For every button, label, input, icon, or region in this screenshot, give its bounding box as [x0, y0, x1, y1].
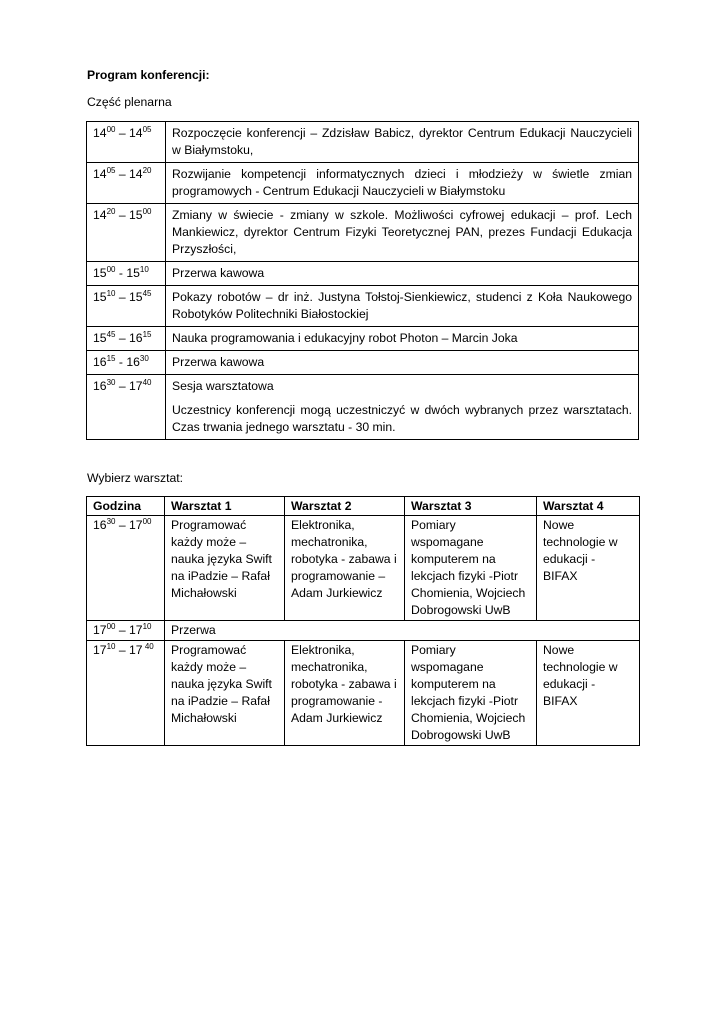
- time-cell: $15^{10} - 15^{45}$: [87, 286, 166, 327]
- description-cell: Rozpoczęcie konferencji – Zdzisław Babicz, dyrektor Centrum Edukacji Nauczycieli w Białymstoku,: [166, 122, 639, 163]
- workshop-cell: Programować każdy może – nauka języka Swift na iPadzie – Rafał Michałowski: [165, 641, 285, 746]
- workshop-table: [86, 496, 640, 746]
- time-cell: $15^{45} - 16^{15}$: [87, 327, 166, 351]
- program-row: [87, 163, 639, 204]
- program-row: [87, 286, 639, 327]
- time-cell: $14^{00} - 14^{05}$: [87, 122, 166, 163]
- workshop-row: [87, 641, 640, 746]
- description-cell: [166, 375, 639, 440]
- time-cell: $16^{15} - 16^{30}$: [87, 351, 166, 375]
- time-cell: $16^{30} - 17^{40}$: [87, 375, 166, 440]
- program-row: [87, 122, 639, 163]
- program-row: [87, 327, 639, 351]
- workshop-cell: Pomiary wspomagane komputerem na lekcjach fizyki -Piotr Chomienia, Wojciech Dobrogowski UwB: [405, 641, 537, 746]
- session-title: Sesja warsztatowa: [172, 379, 274, 393]
- session-note: Uczestnicy konferencji mogą uczestniczyć w dwóch wybranych przez warsztatach. Czas trwania jednego warsztatu - 30 min.: [172, 403, 632, 434]
- header-warsztat-1: Warsztat 1: [165, 497, 285, 516]
- header-warsztat-2: Warsztat 2: [285, 497, 405, 516]
- description-cell: Pokazy robotów – dr inż. Justyna Tołstoj-Sienkiewicz, studenci z Koła Naukowego Robotyków Politechniki Białostockiej: [166, 286, 639, 327]
- description-cell: Zmiany w świecie - zmiany w szkole. Możliwości cyfrowej edukacji – prof. Lech Mankiewicz, dyrektor Centrum Fizyki Teoretycznej PAN, prezes Fundacji Edukacja Przyszłości,: [166, 204, 639, 262]
- workshop-cell: Pomiary wspomagane komputerem na lekcjach fizyki -Piotr Chomienia, Wojciech Dobrogowski UwB: [405, 516, 537, 621]
- time-cell: $17^{10} - 17$ $^{40}$: [87, 641, 165, 746]
- description-cell: Przerwa kawowa: [166, 351, 639, 375]
- time-cell: $17^{00} - 17^{10}$: [87, 621, 165, 641]
- section-subtitle: Część plenarna: [87, 95, 172, 109]
- page-title: Program konferencji:: [87, 68, 210, 82]
- description-cell: Nauka programowania i edukacyjny robot Photon – Marcin Joka: [166, 327, 639, 351]
- workshop-cell: Elektronika, mechatronika, robotyka - zabawa i programowanie – Adam Jurkiewicz: [285, 516, 405, 621]
- workshop-cell: Elektronika, mechatronika, robotyka - zabawa i programowanie - Adam Jurkiewicz: [285, 641, 405, 746]
- header-godzina: Godzina: [87, 497, 165, 516]
- workshop-header-row: [87, 497, 640, 516]
- program-row: [87, 351, 639, 375]
- description-cell: Rozwijanie kompetencji informatycznych dzieci i młodzieży w świetle zmian programowych - Centrum Edukacji Nauczycieli w Białymstoku: [166, 163, 639, 204]
- header-warsztat-3: Warsztat 3: [405, 497, 537, 516]
- break-cell: Przerwa: [165, 621, 640, 641]
- workshop-cell: Programować każdy może – nauka języka Swift na iPadzie – Rafał Michałowski: [165, 516, 285, 621]
- workshop-cell: Nowe technologie w edukacji - BIFAX: [537, 641, 640, 746]
- description-cell: Przerwa kawowa: [166, 262, 639, 286]
- time-cell: $16^{30} - 17^{00}$: [87, 516, 165, 621]
- program-row: [87, 375, 639, 440]
- program-row: [87, 204, 639, 262]
- workshop-section-label: Wybierz warsztat:: [87, 471, 184, 485]
- workshop-row: [87, 516, 640, 621]
- program-table: [86, 121, 639, 440]
- program-row: [87, 262, 639, 286]
- break-row: [87, 621, 640, 641]
- time-cell: $15^{00} - 15^{10}$: [87, 262, 166, 286]
- header-warsztat-4: Warsztat 4: [537, 497, 640, 516]
- workshop-cell: Nowe technologie w edukacji - BIFAX: [537, 516, 640, 621]
- time-cell: $14^{20} - 15^{00}$: [87, 204, 166, 262]
- time-cell: $14^{05} - 14^{20}$: [87, 163, 166, 204]
